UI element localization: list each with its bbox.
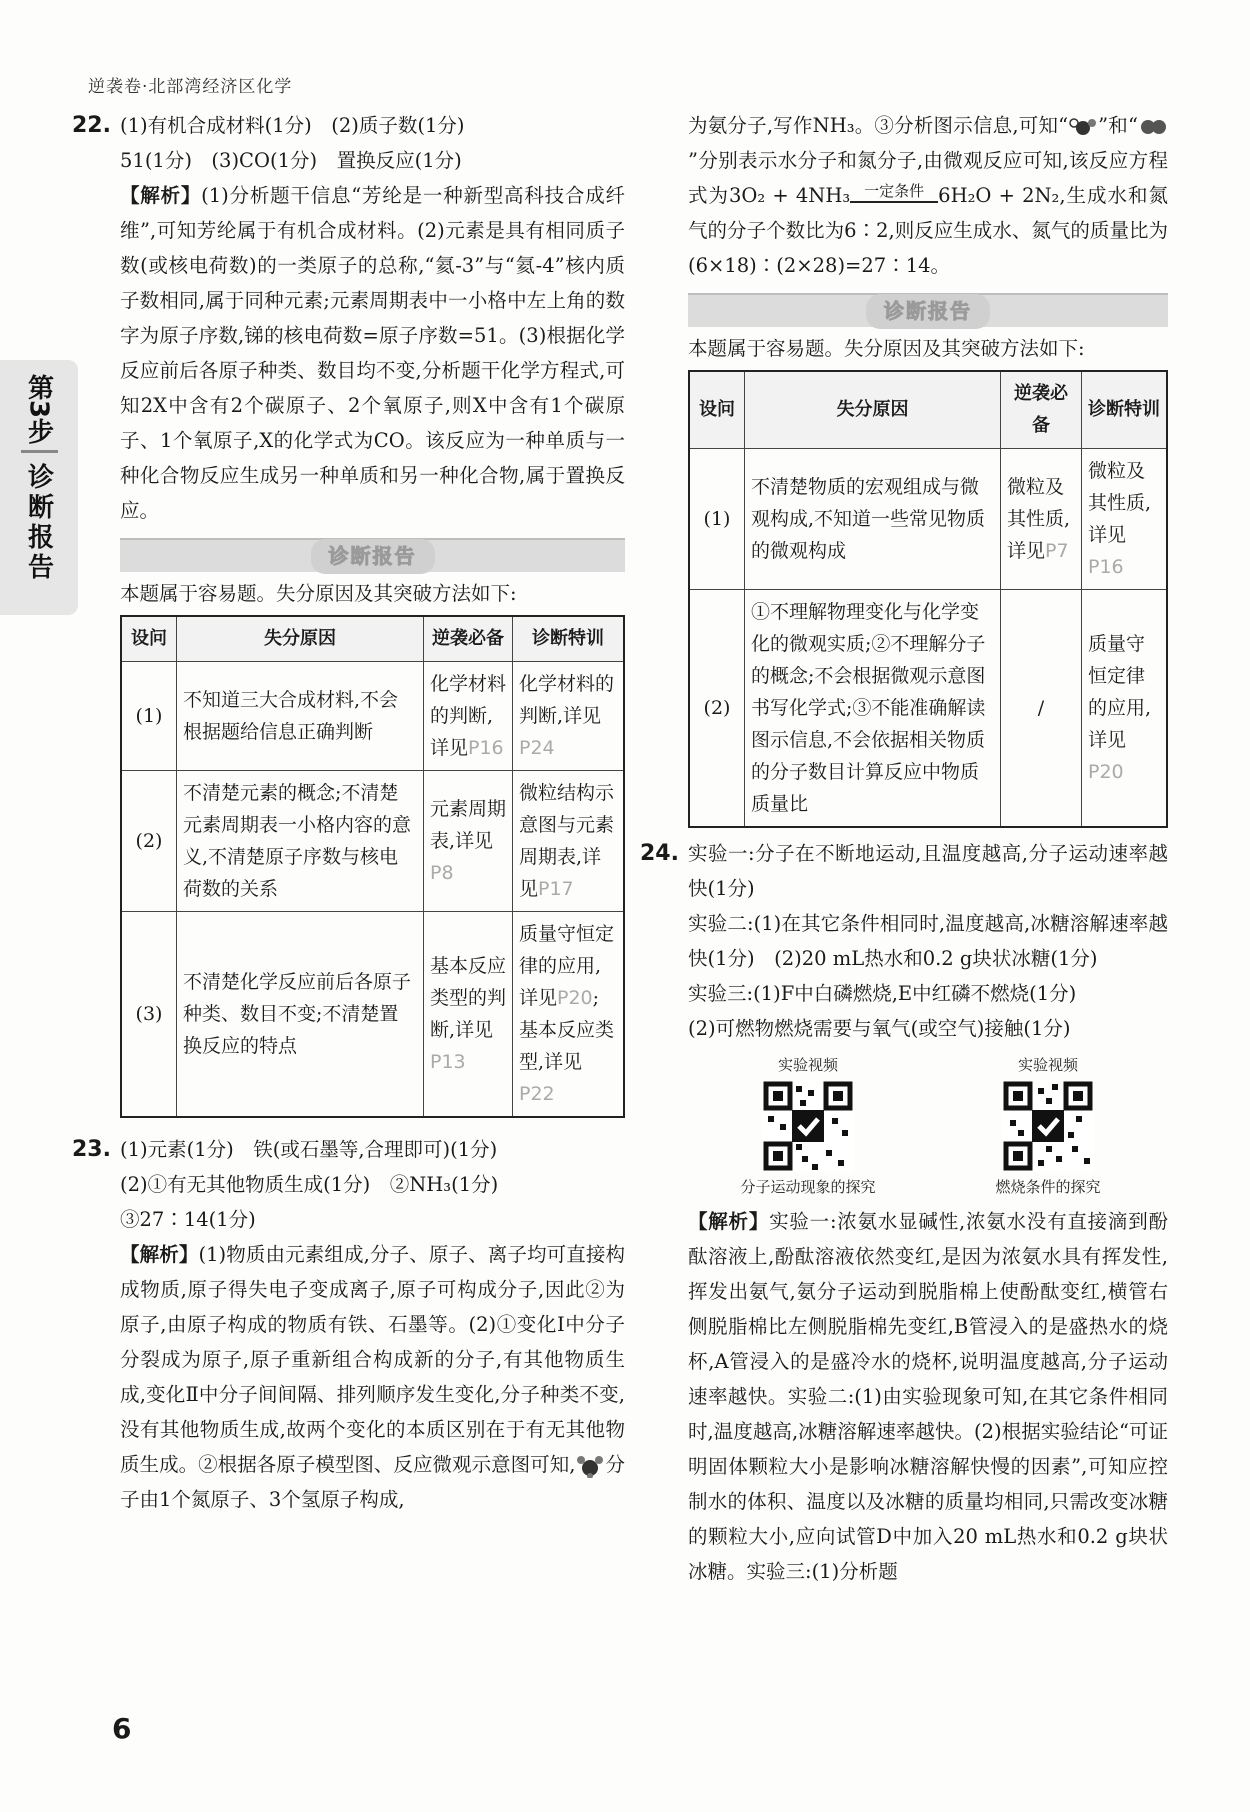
- training-text: 质量守恒定律的应用,详见: [1088, 633, 1152, 751]
- side-tab-label: 诊断报告: [23, 463, 54, 584]
- answer-line: 实验三:(1)F中白磷燃烧,E中红磷不燃烧(1分): [688, 982, 1077, 1005]
- training-text: 化学材料的判断,详见: [519, 673, 615, 727]
- analysis-text: 为氨分子,写作NH₃。③分析图示信息,可知“: [688, 114, 1069, 137]
- qr-caption-bottom: 燃烧条件的探究: [995, 1178, 1101, 1196]
- loss-reason: 不知道三大合成材料,不会根据题给信息正确判断: [177, 662, 424, 771]
- training-text: 质量守恒定律的应用,详见: [519, 923, 615, 1009]
- page-ref: P17: [538, 878, 574, 900]
- qr-code-card[interactable]: [708, 1054, 908, 1198]
- loss-reason: 不清楚元素的概念;不清楚元素周期表一小格内容的意义,不清楚原子序数与核电荷数的关系: [177, 771, 424, 912]
- analysis-text: 分子由1个氮原子、3个氢原子构成,: [120, 1453, 625, 1511]
- page-ref: P16: [468, 737, 504, 759]
- diagnosis-report-title: 诊断报告: [866, 294, 990, 329]
- training-text: 微粒及其性质,详见: [1088, 460, 1152, 546]
- page-ref: P22: [519, 1083, 555, 1105]
- column-header: 逆袭必备: [1001, 371, 1082, 449]
- page-ref: P20: [557, 987, 593, 1009]
- training: [1082, 590, 1168, 828]
- must-know: [424, 912, 513, 1118]
- page-ref: P20: [1088, 761, 1124, 783]
- must-know: /: [1001, 590, 1082, 828]
- question-24: [640, 836, 1168, 1589]
- must-know: [424, 771, 513, 912]
- qr-code-icon[interactable]: [762, 1080, 854, 1172]
- question-22: [72, 108, 625, 1118]
- sub-question: (3): [121, 912, 177, 1118]
- table-header-row: [121, 616, 624, 662]
- sub-question: (1): [121, 662, 177, 771]
- column-header: 逆袭必备: [424, 616, 513, 662]
- loss-reason: 不清楚物质的宏观组成与微观构成,不知道一些常见物质的微观构成: [745, 449, 1001, 590]
- table-row: [121, 912, 624, 1118]
- analysis-continued: [688, 108, 1168, 283]
- training: [513, 912, 625, 1118]
- water-molecule-icon: [1068, 116, 1098, 138]
- page-ref: P16: [1088, 556, 1124, 578]
- page-ref: P8: [430, 862, 454, 884]
- diagnosis-report-title: 诊断报告: [311, 539, 435, 574]
- running-head: 逆袭卷·北部湾经济区化学: [88, 77, 293, 97]
- nitrogen-molecule-icon: [1138, 116, 1168, 138]
- ammonia-molecule-icon: [575, 1454, 605, 1478]
- must-know-text: 化学材料的判断,详见: [430, 673, 507, 759]
- qr-caption-bottom: 分子运动现象的探究: [740, 1178, 876, 1196]
- page-ref: P13: [430, 1051, 466, 1073]
- answer-line: 实验二:(1)在其它条件相同时,温度越高,冰糖溶解速率越快(1分) (2)20 mL热水和0.2 g块状冰糖(1分): [688, 912, 1168, 970]
- qr-code-icon[interactable]: [1002, 1080, 1094, 1172]
- answer-line: (1)元素(1分) 铁(或石墨等,合理即可)(1分): [120, 1138, 498, 1161]
- sub-question: (1): [689, 449, 745, 590]
- must-know-text: 元素周期表,详见: [430, 798, 507, 852]
- column-header: 设问: [121, 616, 177, 662]
- answer-line: (2)可燃物燃烧需要与氧气(或空气)接触(1分): [688, 1017, 1071, 1040]
- qr-code-card[interactable]: [948, 1054, 1148, 1198]
- table-row: [121, 771, 624, 912]
- diagnosis-intro: 本题属于容易题。失分原因及其突破方法如下:: [688, 337, 1085, 360]
- answer-line: (2)①有无其他物质生成(1分) ②NH₃(1分): [120, 1173, 499, 1196]
- reaction-arrow: [850, 201, 938, 203]
- left-column: [72, 108, 625, 1517]
- question-number: 22.: [72, 113, 111, 138]
- qr-caption-top: 实验视频: [1017, 1056, 1078, 1074]
- must-know-text: 基本反应类型的判断,详见: [430, 955, 507, 1041]
- loss-reason: ①不理解物理变化与化学变化的微观实质;②不理解分子的概念;不会根据微观示意图书写化学式;③不能准确解读图示信息,不会依据相关物质的分子数目计算反应中物质质量比: [745, 590, 1001, 828]
- column-header: 诊断特训: [513, 616, 625, 662]
- answer-line: ③27∶14(1分): [120, 1208, 256, 1231]
- analysis-tag: 【解析】: [120, 184, 202, 207]
- page-ref: P7: [1045, 540, 1069, 562]
- diagnosis-table: [120, 615, 625, 1118]
- analysis-text: (1)物质由元素组成,分子、原子、离子均可直接构成物质,原子得失电子变成离子,原子可构成分子,因此②为原子,由原子构成的物质有铁、石墨等。(2)①变化Ⅰ中分子分裂成为原子,原子重新组合构成新的分子,有其他物质生成,变化Ⅱ中分子间间隔、排列顺序发生变化,分子种类不变,没有其他物质生成,故两个变化的本质区别在于有无其他物质生成。②根据各原子模型图、反应微观示意图可知,: [120, 1243, 625, 1476]
- answer-line: 51(1分) (3)CO(1分) 置换反应(1分): [120, 149, 462, 172]
- qr-caption-top: 实验视频: [777, 1056, 838, 1074]
- page-ref: P24: [519, 737, 555, 759]
- sub-question: (2): [121, 771, 177, 912]
- column-header: 失分原因: [745, 371, 1001, 449]
- training: [1082, 449, 1168, 590]
- analysis-tag: 【解析】: [120, 1243, 199, 1266]
- answer-line: (1)有机合成材料(1分) (2)质子数(1分): [120, 114, 465, 137]
- question-number: 23.: [72, 1137, 111, 1162]
- table-row: [689, 590, 1167, 828]
- diagnosis-table: [688, 370, 1168, 828]
- analysis-paragraph: [120, 178, 625, 528]
- qr-code-row: [688, 1054, 1168, 1198]
- table-row: [121, 662, 624, 771]
- answer-line: 实验一:分子在不断地运动,且温度越高,分子运动速率越快(1分): [688, 842, 1168, 900]
- must-know: [424, 662, 513, 771]
- analysis-text: 6H₂O + 2N₂,生成水和氮气的分子个数比为6∶2,则反应生成水、氮气的质量比为(6×18)∶(2×28)=27∶14。: [688, 184, 1168, 277]
- page-number: 6: [112, 1712, 132, 1745]
- question-23: [72, 1132, 625, 1517]
- table-header-row: [689, 371, 1167, 449]
- analysis-text: (1)分析题干信息“芳纶是一种新型高科技合成纤维”,可知芳纶属于有机合成材料。(2)元素是具有相同质子数(或核电荷数)的一类原子的总称,“氦-3”与“氦-4”核内质子数相同,属于同种元素;元素周期表中一小格中左上角的数字为原子序数,锑的核电荷数=原子序数=51。(3)根据化学反应前后各原子种类、数目均不变,分析题干化学方程式,可知2X中含有2个碳原子、2个氧原子,则X中含有1个碳原子、1个氧原子,X的化学式为CO。该反应为一种单质与一种化合物反应生成另一种单质和另一种化合物,属于置换反应。: [120, 184, 625, 522]
- question-number: 24.: [640, 841, 679, 866]
- column-header: 设问: [689, 371, 745, 449]
- must-know: [1001, 449, 1082, 590]
- training-text-extra: ;基本反应类型,详见: [519, 987, 615, 1073]
- training: [513, 662, 625, 771]
- analysis-paragraph: [120, 1237, 625, 1517]
- side-tab-step: 第3步: [21, 374, 58, 453]
- diagnosis-intro: 本题属于容易题。失分原因及其突破方法如下:: [120, 582, 517, 605]
- analysis-tag: 【解析】: [688, 1210, 770, 1233]
- loss-reason: 不清楚化学反应前后各原子种类、数目不变;不清楚置换反应的特点: [177, 912, 424, 1118]
- training: [513, 771, 625, 912]
- diagnosis-report-banner: [120, 538, 625, 572]
- analysis-paragraph: [688, 1204, 1168, 1589]
- reaction-condition-text: 一定条件: [864, 182, 925, 200]
- reaction-condition: [850, 182, 938, 203]
- training-text: 微粒结构示意图与元素周期表,详见: [519, 782, 615, 900]
- column-header: 失分原因: [177, 616, 424, 662]
- must-know-text: 微粒及其性质,详见: [1007, 476, 1071, 562]
- sub-question: (2): [689, 590, 745, 828]
- table-row: [689, 449, 1167, 590]
- column-header: 诊断特训: [1082, 371, 1168, 449]
- side-tab: [0, 360, 78, 615]
- right-column: [640, 108, 1168, 1589]
- analysis-text: ”和“: [1098, 114, 1138, 137]
- analysis-text: 实验一:浓氨水显碱性,浓氨水没有直接滴到酚酞溶液上,酚酞溶液依然变红,是因为浓氨水具有挥发性,挥发出氨气,氨分子运动到脱脂棉上使酚酞变红,横管右侧脱脂棉比左侧脱脂棉先变红,B管浸入的是盛热水的烧杯,A管浸入的是盛冷水的烧杯,说明温度越高,分子运动速率越快。实验二:(1)由实验现象可知,在其它条件相同时,温度越高,冰糖溶解速率越快。(2)根据实验结论“可证明固体颗粒大小是影响冰糖溶解快慢的因素”,可知应控制水的体积、温度以及冰糖的质量均相同,只需改变冰糖的颗粒大小,应向试管D中加入20 mL热水和0.2 g块状冰糖。实验三:(1)分析题: [688, 1210, 1168, 1583]
- analysis-text: ”分别表示水分子和氮分子,由微观反应可知,该反应方程式为3O₂ + 4NH₃: [688, 149, 1168, 207]
- diagnosis-report-banner: [688, 293, 1168, 327]
